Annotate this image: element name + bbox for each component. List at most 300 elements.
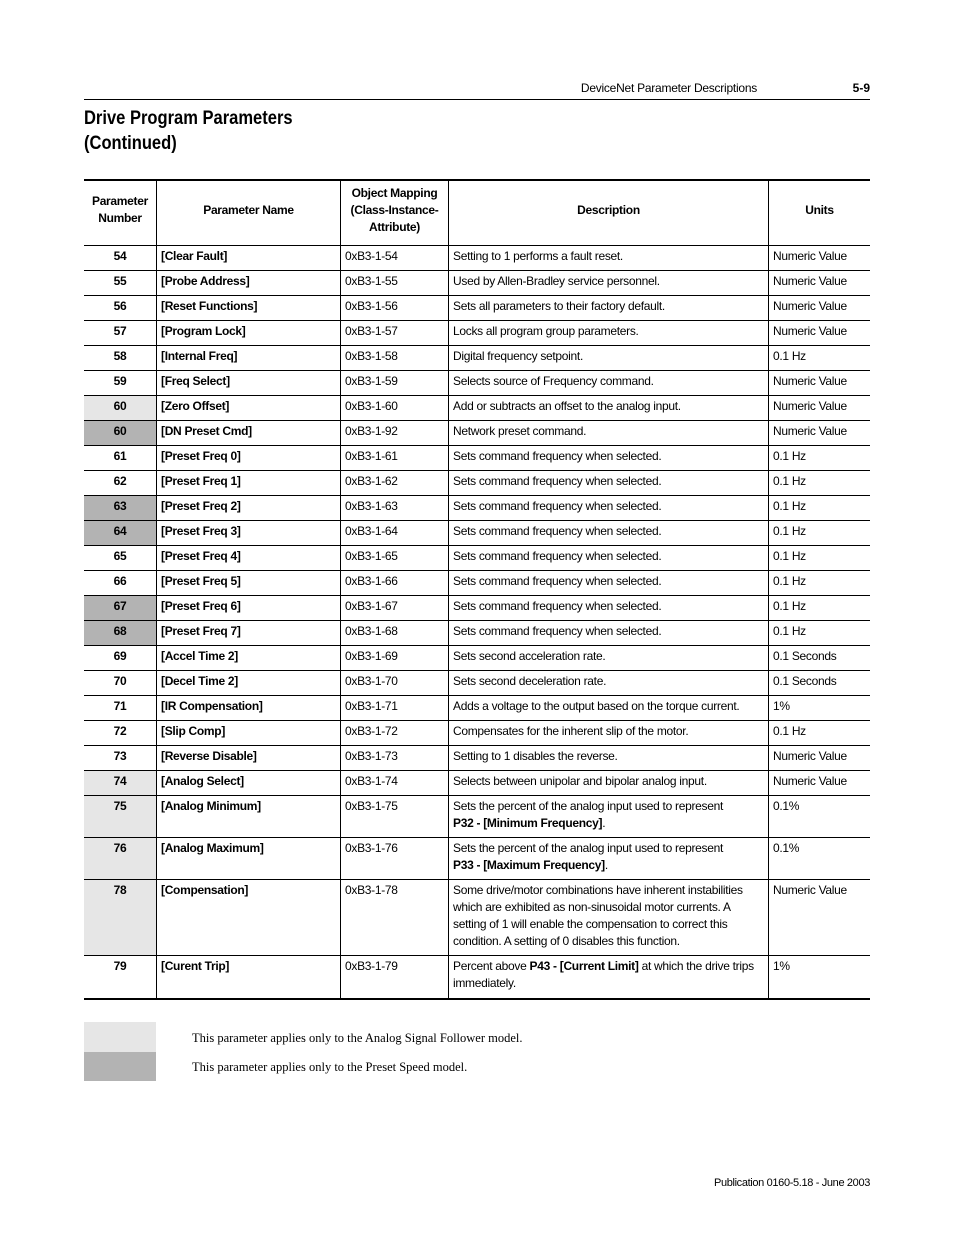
table-row (84, 671, 870, 696)
description-cell (448, 596, 768, 620)
object-mapping-cell (340, 421, 448, 445)
table-row (84, 421, 870, 446)
units: 0.1 Hz (773, 574, 806, 588)
units-cell (768, 421, 870, 445)
parameter-name: [Preset Freq 0] (161, 449, 241, 463)
parameter-number: 58 (113, 349, 127, 363)
parameter-number-cell (84, 321, 156, 345)
description-cell (448, 321, 768, 345)
units-cell (768, 496, 870, 520)
description-line: Sets second acceleration rate. (453, 649, 606, 663)
units: Numeric Value (773, 274, 847, 288)
description-cell (448, 838, 768, 879)
units-cell (768, 838, 870, 879)
description-cell (448, 446, 768, 470)
column-header-text: Number (98, 211, 142, 225)
description-line: Sets command frequency when selected. (453, 549, 662, 563)
object-mapping-cell (340, 956, 448, 998)
parameter-number: 70 (113, 674, 127, 688)
object-mapping: 0xB3-1-78 (345, 883, 398, 897)
units: 0.1 Hz (773, 599, 806, 613)
parameter-number-cell (84, 546, 156, 570)
units-cell (768, 471, 870, 495)
units: Numeric Value (773, 424, 847, 438)
description-line: Sets command frequency when selected. (453, 524, 662, 538)
object-mapping: 0xB3-1-59 (345, 374, 398, 388)
parameter-name-cell (156, 796, 340, 837)
object-mapping-cell (340, 296, 448, 320)
parameter-number-cell (84, 246, 156, 270)
description-line: Digital frequency setpoint. (453, 349, 583, 363)
parameter-name-cell (156, 596, 340, 620)
object-mapping: 0xB3-1-54 (345, 249, 398, 263)
units-cell (768, 771, 870, 795)
units-cell (768, 956, 870, 998)
object-mapping: 0xB3-1-73 (345, 749, 398, 763)
units: 0.1 Hz (773, 724, 806, 738)
parameter-name: [Clear Fault] (161, 249, 228, 263)
parameter-name-cell (156, 496, 340, 520)
table-row (84, 496, 870, 521)
parameter-number: 73 (113, 749, 127, 763)
units-cell (768, 396, 870, 420)
parameter-name-cell (156, 471, 340, 495)
units: 0.1 Hz (773, 524, 806, 538)
units: Numeric Value (773, 749, 847, 763)
parameter-number: 57 (113, 324, 127, 338)
description-line: Sets the percent of the analog input used to represent (453, 841, 723, 855)
object-mapping-cell (340, 321, 448, 345)
description-line: Locks all program group parameters. (453, 324, 639, 338)
description-cell (448, 721, 768, 745)
parameter-name: [Preset Freq 7] (161, 624, 241, 638)
description-line: condition. A setting of 0 disables this function. (453, 934, 680, 948)
description-cell (448, 671, 768, 695)
description-line: Sets command frequency when selected. (453, 624, 662, 638)
parameter-number-cell (84, 271, 156, 295)
parameter-name: [Reset Functions] (161, 299, 258, 313)
table-row (84, 596, 870, 621)
object-mapping: 0xB3-1-57 (345, 324, 398, 338)
description-cell (448, 546, 768, 570)
table-row (84, 271, 870, 296)
table-row (84, 546, 870, 571)
column-header-parameter-name (156, 181, 340, 245)
parameter-name: [IR Compensation] (161, 699, 263, 713)
parameter-number-cell (84, 371, 156, 395)
column-header-text: Description (577, 202, 640, 217)
description-cell (448, 246, 768, 270)
description-cell (448, 521, 768, 545)
parameter-name-cell (156, 246, 340, 270)
parameter-name-cell (156, 446, 340, 470)
object-mapping-cell (340, 246, 448, 270)
description-cell (448, 771, 768, 795)
object-mapping-cell (340, 471, 448, 495)
parameter-name: [Compensation] (161, 883, 249, 897)
object-mapping-cell (340, 521, 448, 545)
units: 0.1 Hz (773, 624, 806, 638)
parameter-name-cell (156, 346, 340, 370)
table-row (84, 721, 870, 746)
description-cell (448, 696, 768, 720)
analog-follower-swatch (84, 1022, 156, 1052)
parameter-name: [Slip Comp] (161, 724, 226, 738)
units-cell (768, 746, 870, 770)
object-mapping: 0xB3-1-58 (345, 349, 398, 363)
units-cell (768, 246, 870, 270)
table-row (84, 796, 870, 838)
object-mapping-cell (340, 646, 448, 670)
column-header-parameter-number (84, 181, 156, 245)
parameter-number-cell (84, 956, 156, 998)
parameter-number-cell (84, 746, 156, 770)
object-mapping-cell (340, 596, 448, 620)
object-mapping: 0xB3-1-79 (345, 959, 398, 973)
units: 0.1 Seconds (773, 674, 837, 688)
column-header-text: Object Mapping (351, 185, 438, 200)
units: Numeric Value (773, 324, 847, 338)
object-mapping: 0xB3-1-67 (345, 599, 398, 613)
units-cell (768, 621, 870, 645)
object-mapping-cell (340, 271, 448, 295)
description-line: Sets command frequency when selected. (453, 574, 662, 588)
parameter-number-cell (84, 496, 156, 520)
parameter-number-cell (84, 671, 156, 695)
page-title-line: Drive Program Parameters (84, 108, 293, 129)
parameter-name-cell (156, 838, 340, 879)
parameter-number: 69 (113, 649, 127, 663)
units: 0.1 Hz (773, 474, 806, 488)
parameter-name: [Analog Maximum] (161, 841, 264, 855)
column-header-text: Parameter (91, 194, 148, 208)
description-line: Sets command frequency when selected. (453, 499, 662, 513)
object-mapping-cell (340, 396, 448, 420)
description-line (453, 958, 764, 975)
units-cell (768, 696, 870, 720)
parameter-number: 75 (113, 799, 127, 813)
column-header-text: Attribute) (369, 219, 420, 234)
table-row (84, 371, 870, 396)
column-header-units (768, 181, 870, 245)
parameter-number-cell (84, 521, 156, 545)
table-header-row (84, 181, 870, 246)
parameter-name-cell (156, 571, 340, 595)
units: 0.1 Hz (773, 499, 806, 513)
units-cell (768, 371, 870, 395)
parameter-name-cell (156, 421, 340, 445)
object-mapping-cell (340, 546, 448, 570)
units-cell (768, 546, 870, 570)
column-header-text: Parameter Name (203, 202, 294, 217)
parameter-name: [Preset Freq 2] (161, 499, 241, 513)
table-row (84, 696, 870, 721)
table-row (84, 346, 870, 371)
parameter-number-cell (84, 621, 156, 645)
table-row (84, 838, 870, 880)
column-header-description (448, 181, 768, 245)
parameter-name: [Zero Offset] (161, 399, 230, 413)
object-mapping-cell (340, 880, 448, 955)
table-row (84, 746, 870, 771)
object-mapping: 0xB3-1-76 (345, 841, 398, 855)
description-cell (448, 471, 768, 495)
parameter-name: [Decel Time 2] (161, 674, 238, 688)
parameter-name-cell (156, 396, 340, 420)
description-cell (448, 621, 768, 645)
object-mapping: 0xB3-1-64 (345, 524, 398, 538)
parameter-number: 60 (113, 424, 127, 438)
table-row (84, 646, 870, 671)
column-header-object-mapping (340, 181, 448, 245)
column-header-text: (Class-Instance- (350, 202, 439, 217)
parameter-number: 60 (113, 399, 127, 413)
parameter-number: 64 (113, 524, 127, 538)
parameter-name: [Analog Minimum] (161, 799, 261, 813)
units-cell (768, 596, 870, 620)
parameter-number-cell (84, 346, 156, 370)
preset-speed-swatch (84, 1052, 156, 1081)
description-line: Setting to 1 performs a fault reset. (453, 249, 623, 263)
object-mapping: 0xB3-1-75 (345, 799, 398, 813)
parameter-number: 63 (113, 499, 127, 513)
object-mapping: 0xB3-1-92 (345, 424, 398, 438)
object-mapping: 0xB3-1-72 (345, 724, 398, 738)
units: Numeric Value (773, 249, 847, 263)
parameter-number: 55 (113, 274, 127, 288)
description-cell (448, 496, 768, 520)
units-cell (768, 446, 870, 470)
table-row (84, 471, 870, 496)
description-line (453, 857, 764, 874)
parameter-number-cell (84, 880, 156, 955)
parameter-name-cell (156, 746, 340, 770)
parameter-reference: P32 - [Minimum Frequency] (453, 816, 603, 830)
legend-text-analog: This parameter applies only to the Analog Signal Follower model. (192, 1031, 523, 1045)
units: Numeric Value (773, 299, 847, 313)
parameter-name: [Preset Freq 6] (161, 599, 241, 613)
description-cell (448, 571, 768, 595)
description-text: Percent above (453, 959, 530, 973)
parameter-name: [Reverse Disable] (161, 749, 257, 763)
units: Numeric Value (773, 774, 847, 788)
object-mapping: 0xB3-1-68 (345, 624, 398, 638)
parameter-number: 67 (113, 599, 127, 613)
parameter-number: 79 (113, 959, 127, 973)
description-cell (448, 346, 768, 370)
parameter-number: 76 (113, 841, 127, 855)
parameter-number-cell (84, 696, 156, 720)
units-cell (768, 321, 870, 345)
parameter-number-cell (84, 796, 156, 837)
units-cell (768, 346, 870, 370)
units-cell (768, 721, 870, 745)
object-mapping: 0xB3-1-60 (345, 399, 398, 413)
parameter-name-cell (156, 521, 340, 545)
parameter-number-cell (84, 721, 156, 745)
page-number: 5-9 (852, 81, 870, 95)
object-mapping: 0xB3-1-62 (345, 474, 398, 488)
description-cell (448, 271, 768, 295)
units: 1% (773, 959, 790, 973)
object-mapping: 0xB3-1-56 (345, 299, 398, 313)
parameter-number-cell (84, 446, 156, 470)
description-line: setting of 1 will enable the compensation to correct this (453, 917, 728, 931)
parameter-number-cell (84, 596, 156, 620)
parameter-name-cell (156, 271, 340, 295)
units-cell (768, 296, 870, 320)
parameter-number: 65 (113, 549, 127, 563)
description-line: Sets command frequency when selected. (453, 474, 662, 488)
description-line: Used by Allen-Bradley service personnel. (453, 274, 660, 288)
object-mapping: 0xB3-1-70 (345, 674, 398, 688)
header-rule (84, 99, 870, 100)
parameter-name-cell (156, 646, 340, 670)
parameter-name: [Preset Freq 5] (161, 574, 241, 588)
units: Numeric Value (773, 883, 847, 897)
object-mapping-cell (340, 746, 448, 770)
object-mapping: 0xB3-1-74 (345, 774, 398, 788)
parameter-name-cell (156, 696, 340, 720)
table-row (84, 396, 870, 421)
object-mapping-cell (340, 721, 448, 745)
object-mapping-cell (340, 796, 448, 837)
parameter-name-cell (156, 880, 340, 955)
object-mapping: 0xB3-1-65 (345, 549, 398, 563)
parameter-name-cell (156, 321, 340, 345)
parameter-name-cell (156, 771, 340, 795)
object-mapping-cell (340, 671, 448, 695)
units: 0.1 Hz (773, 349, 806, 363)
table-body (84, 246, 870, 998)
description-cell (448, 646, 768, 670)
table-row (84, 621, 870, 646)
object-mapping: 0xB3-1-69 (345, 649, 398, 663)
parameter-number-cell (84, 646, 156, 670)
object-mapping-cell (340, 771, 448, 795)
parameter-number: 56 (113, 299, 127, 313)
parameter-name-cell (156, 296, 340, 320)
table-row (84, 446, 870, 471)
parameter-name: [Curent Trip] (161, 959, 230, 973)
description-line: which are exhibited as non-sinusoidal motor currents. A (453, 900, 731, 914)
table-row (84, 880, 870, 956)
object-mapping-cell (340, 571, 448, 595)
parameter-number: 66 (113, 574, 127, 588)
description-line: Adds a voltage to the output based on the torque current. (453, 699, 740, 713)
parameter-number: 72 (113, 724, 127, 738)
description-cell (448, 880, 768, 955)
parameter-number: 68 (113, 624, 127, 638)
description-text: . (602, 816, 606, 830)
parameter-name-cell (156, 371, 340, 395)
parameter-number-cell (84, 571, 156, 595)
description-line: Setting to 1 disables the reverse. (453, 749, 618, 763)
units: 0.1 Hz (773, 549, 806, 563)
object-mapping-cell (340, 446, 448, 470)
parameter-number: 74 (113, 774, 127, 788)
parameter-number-cell (84, 471, 156, 495)
publication-footer: Publication 0160-5.18 - June 2003 (713, 1177, 870, 1189)
description-line: Selects between unipolar and bipolar analog input. (453, 774, 707, 788)
description-cell (448, 421, 768, 445)
parameter-name: [Preset Freq 4] (161, 549, 241, 563)
units-cell (768, 571, 870, 595)
parameter-name: [Accel Time 2] (161, 649, 238, 663)
units-cell (768, 880, 870, 955)
running-header-section: DeviceNet Parameter Descriptions (580, 81, 757, 95)
table-row (84, 571, 870, 596)
description-line: Network preset command. (453, 424, 587, 438)
units: 0.1% (773, 841, 800, 855)
parameter-name-cell (156, 721, 340, 745)
parameter-number: 59 (113, 374, 127, 388)
page-title (84, 106, 293, 156)
parameter-number: 54 (113, 249, 127, 263)
parameter-name-cell (156, 671, 340, 695)
parameter-number-cell (84, 421, 156, 445)
description-line: Sets command frequency when selected. (453, 599, 662, 613)
units-cell (768, 796, 870, 837)
object-mapping-cell (340, 838, 448, 879)
parameter-number-cell (84, 396, 156, 420)
object-mapping: 0xB3-1-71 (345, 699, 398, 713)
description-cell (448, 296, 768, 320)
object-mapping-cell (340, 346, 448, 370)
object-mapping-cell (340, 496, 448, 520)
description-line: Compensates for the inherent slip of the motor. (453, 724, 689, 738)
units: 0.1 Seconds (773, 649, 837, 663)
description-cell (448, 396, 768, 420)
parameter-name: [DN Preset Cmd] (161, 424, 252, 438)
parameter-name: [Program Lock] (161, 324, 246, 338)
description-text: . (604, 858, 608, 872)
object-mapping: 0xB3-1-61 (345, 449, 398, 463)
parameter-name: [Preset Freq 1] (161, 474, 241, 488)
object-mapping: 0xB3-1-66 (345, 574, 398, 588)
parameter-name-cell (156, 621, 340, 645)
table-row (84, 521, 870, 546)
object-mapping: 0xB3-1-55 (345, 274, 398, 288)
page-title-subline: (Continued) (84, 133, 177, 154)
parameter-number: 62 (113, 474, 127, 488)
table-row (84, 246, 870, 271)
parameter-name-cell (156, 956, 340, 998)
description-line: Selects source of Frequency command. (453, 374, 654, 388)
parameter-number-cell (84, 771, 156, 795)
description-line: Sets second deceleration rate. (453, 674, 607, 688)
parameter-number: 78 (113, 883, 127, 897)
table-row (84, 956, 870, 998)
parameter-name-cell (156, 546, 340, 570)
description-text: at which the drive trips (638, 959, 754, 973)
description-cell (448, 796, 768, 837)
description-line: Add or subtracts an offset to the analog input. (453, 399, 681, 413)
parameter-number: 71 (113, 699, 127, 713)
units-cell (768, 646, 870, 670)
description-line (453, 815, 764, 832)
parameter-name: [Probe Address] (161, 274, 250, 288)
units-cell (768, 271, 870, 295)
parameter-number-cell (84, 838, 156, 879)
units: 0.1 Hz (773, 449, 806, 463)
parameter-table (84, 179, 870, 1000)
units: 1% (773, 699, 790, 713)
object-mapping-cell (340, 371, 448, 395)
object-mapping-cell (340, 696, 448, 720)
units-cell (768, 521, 870, 545)
parameter-reference: P43 - [Current Limit] (529, 959, 639, 973)
